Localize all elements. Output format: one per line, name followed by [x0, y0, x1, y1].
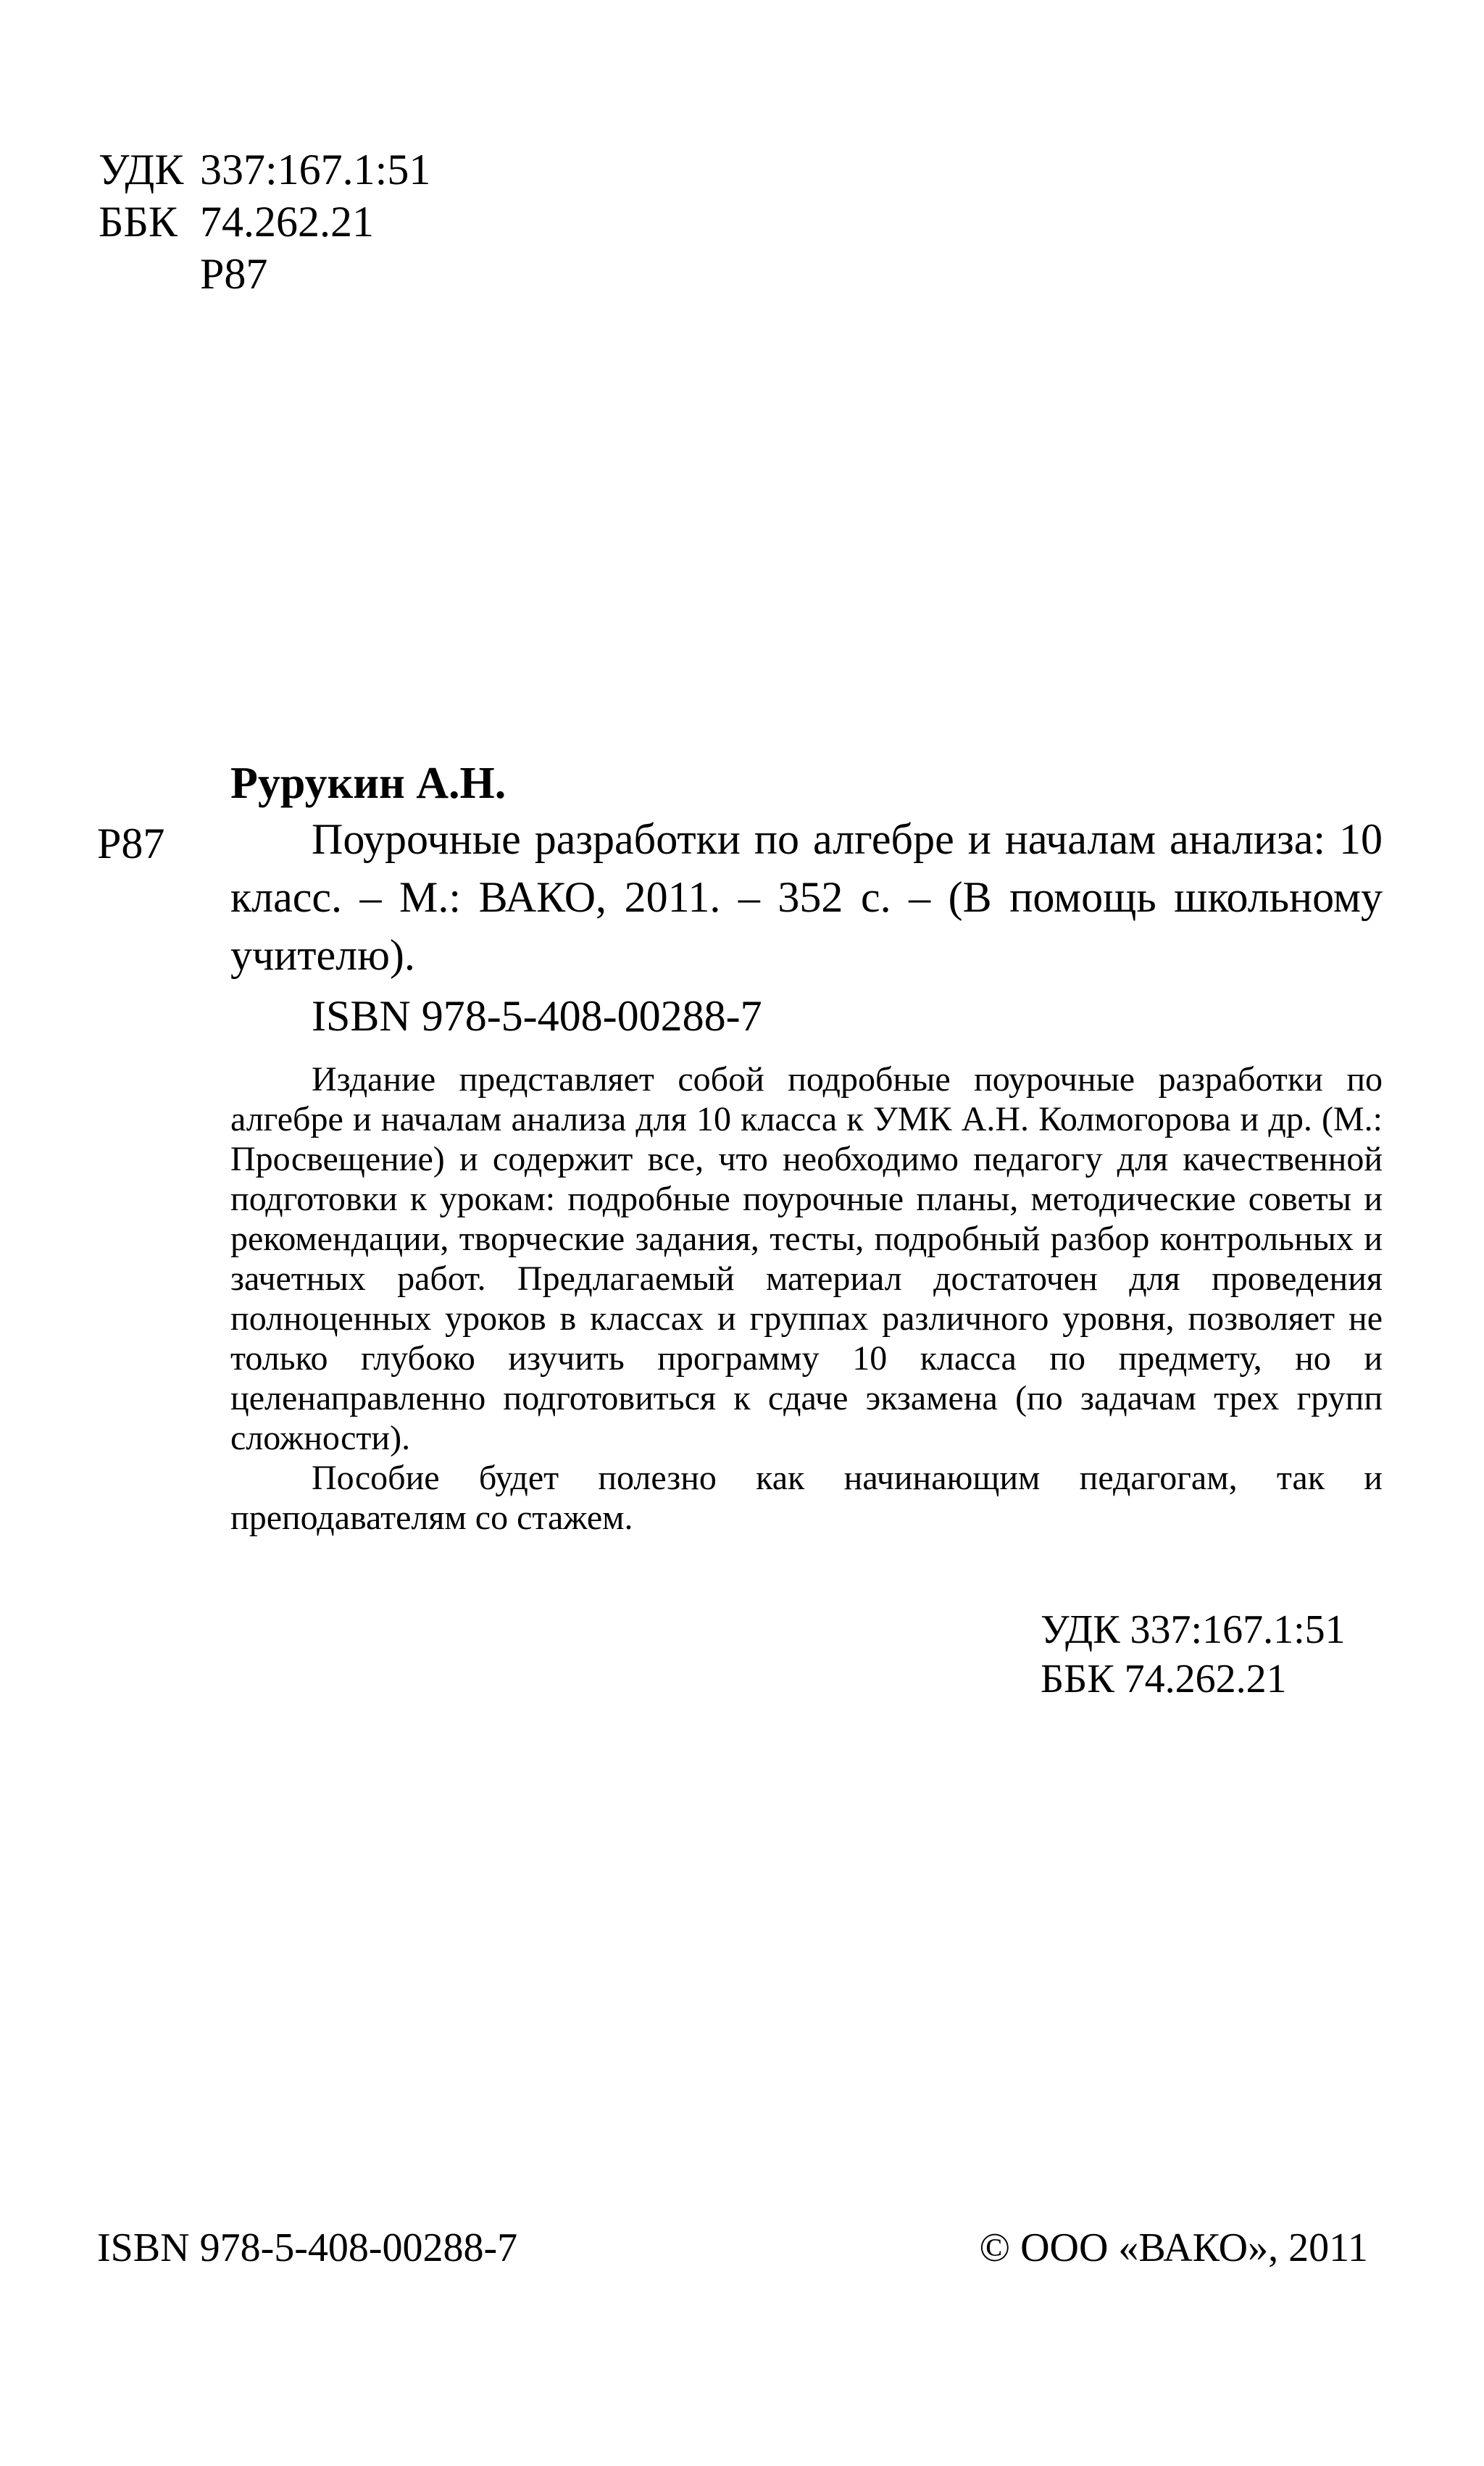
- udk-line: [99, 143, 430, 196]
- abstract: [230, 1059, 1383, 1538]
- isbn-record: ISBN 978-5-408-00288-7: [312, 992, 762, 1040]
- author-name: Рурукин А.Н.: [230, 759, 507, 808]
- footer-bbk: ББК 74.262.21: [1041, 1657, 1287, 1701]
- udk-value: 337:167.1:51: [200, 146, 431, 193]
- bbk-line: [99, 196, 374, 248]
- cutter-side-code: Р87: [97, 820, 165, 867]
- bibliographic-reference: Поурочные разработки по алгебре и началам анализа: 10 класс. – М.: ВАКО, 2011. – 352 с. – (В помощь школьному учителю).: [230, 815, 1383, 979]
- bbk-value: 74.262.21: [200, 198, 374, 246]
- copyright-notice: © ООО «ВАКО», 2011: [979, 2225, 1368, 2270]
- abstract-paragraph: Пособие будет полезно как начинающим педагогам, так и преподавателям со стажем.: [230, 1459, 1383, 1537]
- udk-label: УДК: [99, 146, 184, 193]
- footer-udk: УДК 337:167.1:51: [1041, 1607, 1346, 1652]
- abstract-paragraph: Издание представляет собой подробные поурочные разработки по алгебре и началам анализа для 10 класса к УМК А.Н. Колмогорова и др. (М.: Просвещение) и содержит все, что необходимо педагогу для качественной подготовки к урокам: подробные поурочные планы, методические советы и рекомендации, творческие задания, тесты, подробный разбор контрольных и зачетных работ. Предлагаемый материал достаточен для проведения полноценных уроков в классах и группах различного уровня, позволяет не только глубоко изучить программу 10 класса по предмету, но и целенаправленно подготовиться к сдаче экзамена (по задачам трех групп сложности).: [230, 1060, 1383, 1457]
- bbk-label: ББК: [99, 198, 178, 246]
- cutter-code: Р87: [200, 250, 268, 298]
- footer-isbn: ISBN 978-5-408-00288-7: [97, 2225, 518, 2270]
